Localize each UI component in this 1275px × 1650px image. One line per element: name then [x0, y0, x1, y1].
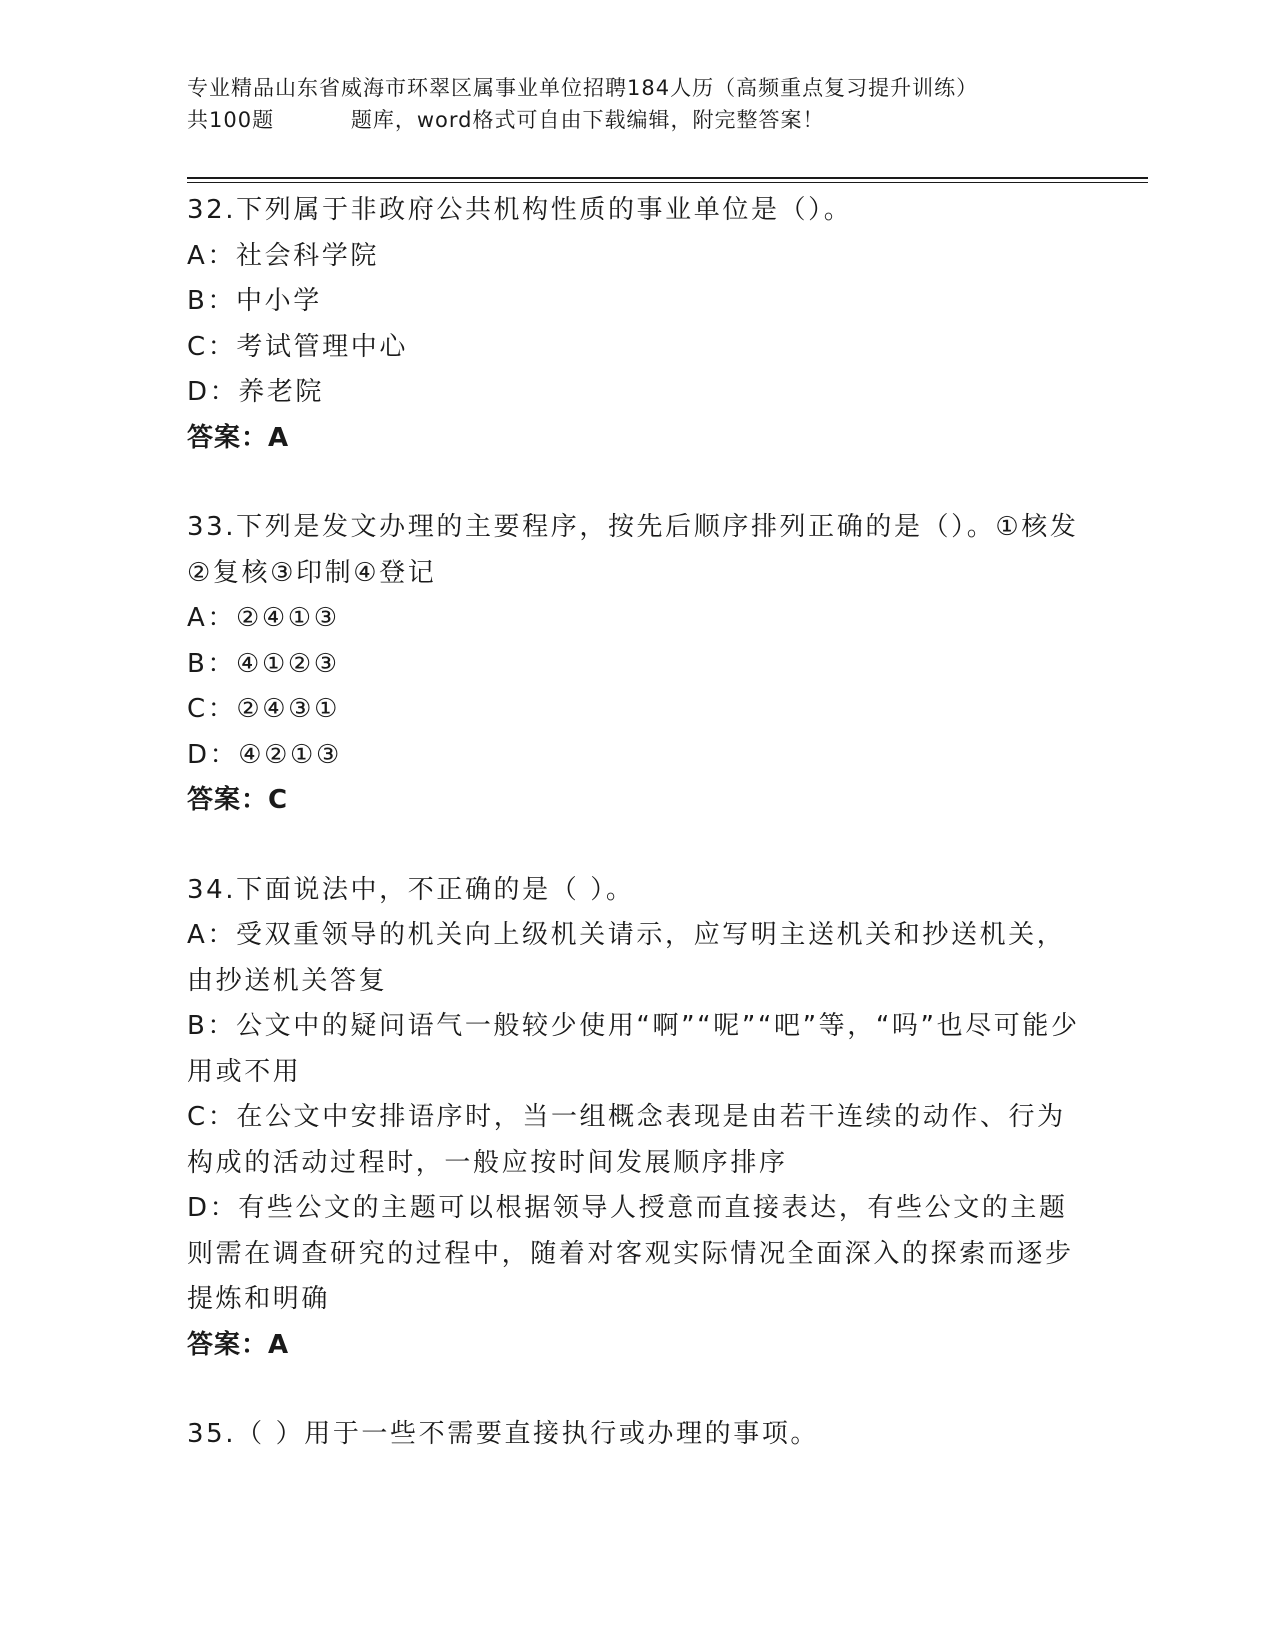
question-stem: 34.下面说法中，不正确的是（ ）。 — [187, 874, 635, 905]
option-b: B：公文中的疑问语气一般较少使用“啊”“呢”“吧”等，“吗”也尽可能少用或不用 — [187, 1011, 1080, 1087]
question-list — [187, 188, 1087, 1502]
question-item — [187, 188, 1087, 461]
question-item — [187, 505, 1087, 824]
option-a: A：受双重领导的机关向上级机关请示，应写明主送机关和抄送机关，由抄送机关答复 — [187, 920, 1066, 996]
question-stem: 32.下列属于非政府公共机构性质的事业单位是（）。 — [187, 195, 853, 225]
option-d: D：有些公文的主题可以根据领导人授意而直接表达，有些公文的主题则需在调查研究的过程中，随着对客观实际情况全面深入的探索而逐步提炼和明确 — [187, 1193, 1074, 1314]
option-b: B：中小学 — [187, 286, 322, 316]
question-item — [187, 1412, 1087, 1458]
option-b: B：④①②③ — [187, 648, 340, 679]
header-subtitle-line: 共100题 题库，word格式可自由下载编辑，附完整答案！ — [187, 108, 825, 132]
header-title-line: 专业精品山东省威海市环翠区属事业单位招聘184人历（高频重点复习提升训练） — [187, 76, 979, 100]
answer-label: 答案：A — [187, 1329, 290, 1360]
question-item — [187, 868, 1087, 1369]
answer-label: 答案：C — [187, 785, 289, 815]
option-a: A：社会科学院 — [187, 240, 379, 271]
option-d: D：养老院 — [187, 377, 325, 407]
option-c: C：②④③① — [187, 694, 340, 724]
header-divider-thin — [187, 182, 1148, 183]
option-d: D：④②①③ — [187, 739, 342, 770]
document-header — [187, 72, 1087, 136]
option-c: C：在公文中安排语序时，当一组概念表现是由若干连续的动作、行为构成的活动过程时，一般应按时间发展顺序排序 — [187, 1102, 1066, 1178]
header-divider-thick — [187, 177, 1148, 179]
question-stem: 33.下列是发文办理的主要程序，按先后顺序排列正确的是（）。①核发②复核③印制④登记 — [187, 512, 1079, 588]
option-c: C：考试管理中心 — [187, 331, 408, 362]
answer-label: 答案：A — [187, 422, 290, 453]
option-a: A：②④①③ — [187, 603, 340, 633]
question-stem: 35.（ ）用于一些不需要直接执行或办理的事项。 — [187, 1419, 820, 1449]
